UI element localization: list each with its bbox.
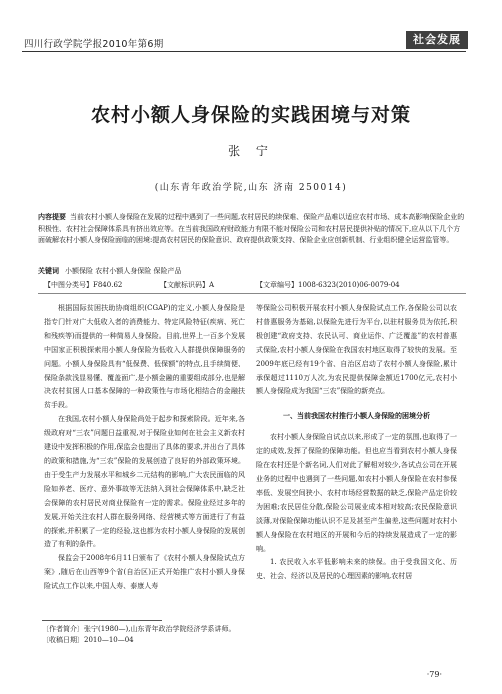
document-code: 【文献标识码】A	[160, 281, 215, 289]
body-paragraph: 保监会于2008年6月11日颁布了《农村小额人身保险试点方案》,随后在山西等9个省(自治区)正式开始推广农村小额人身保险试点工作以来,中国人寿、泰康人寿	[44, 554, 245, 591]
abstract-text: 当前农村小额人身保险在发展的过程中遇到了一些问题,农村居民的续保难、保险产品难以适应农村市场、成本高影响保险企业的积极性、农村社会保障体系具有挤出效应等。在当前我国政府财政能力有限不能对保险公司和农村居民提供补贴的情况下,应从以下几个方面破解农村小额人身保险面临的困境:提高农村居民的保险意识、政府提供政策支持、保险企业应创新机制、行业组织健全运营监管等。	[38, 213, 465, 244]
body-paragraph: 根据国际贫困扶助协商组织(CGAP)的定义,小额人身保险是指专门针对广大低收入者的消费能力、特定风险特征(疾病、死亡和残疾等)而提供的一种简易人身保险。目前,世界上一百多个发展中国家正积极探索用小额人身保险为低收入人群提供保障服务的问题。小额人身保险具有“低保费、低保额”的特点,且手续简便、保险条款浅显易懂、覆盖面广,是小额金融的重要组成部分,也是解决农村贫困人口基本保障的一种政策性与市场化相结合的金融扶贫手段。	[44, 304, 245, 410]
author-affiliation: (山东青年政治学院,山东 济南 250014)	[154, 183, 348, 193]
abstract	[38, 211, 466, 247]
abstract-label: 内容提要	[38, 212, 66, 221]
abstract-rule	[38, 293, 466, 294]
keywords-label: 关键词	[38, 266, 59, 275]
body-paragraph: 农村小额人身保险自试点以来,形成了一定的氛围,也取得了一定的成效,发挥了保险的保障功能。但也应当看到农村小额人身保险在农村还是个新名词,人们对此了解相对较少,各试点公司在开展业务的过程中也遇到了一些问题,如农村小额人身保险在农村参保率低、发展空间狭小、农村市场经营数据的缺乏,保险产品定价较为困难;农民居住分散,保险公司展业成本相对较高;农民保险意识淡薄,对保险保障功能认识不足及甚至产生偏差,这些问题对农村小额人身保险在农村地区的开展和今后的持续发展造成了一定的影响。	[256, 433, 457, 553]
journal-issue: 四川行政学院学报2010年第6期	[24, 39, 164, 50]
keywords	[38, 265, 466, 278]
left-column	[44, 302, 245, 594]
footnote-rule	[42, 620, 162, 621]
keywords-text: 小额保险 农村小额人身保险 保险产品	[65, 267, 182, 275]
section-badge: 社会发展	[406, 31, 468, 49]
received-date-note: 〔收稿日期〕2010—10—04	[42, 636, 134, 644]
body-paragraph: 1. 农民收入水平低影响未来的续保。由于受我国文化、历史、社会、经济以及居民的心理因素的影响,农村居	[256, 558, 457, 581]
header-rule	[22, 51, 466, 52]
running-header	[24, 33, 462, 50]
footnotes	[42, 624, 236, 646]
section-heading: 一、当前我国农村推行小额人身保险的困境分析	[283, 411, 430, 421]
body-paragraph: 在我国,农村小额人身保险尚处于起步和探索阶段。近年来,各级政府对“三农”问题日益重视,对于保险业如何在社会主义新农村建设中发挥积极的作用,保监会也提出了具体的要求,并出台了具体的政策和措施,为“三农”保险的发展创造了良好的外部政策环境。由于受生产力发展水平和城乡二元结构的影响,广大农民面临的风险如养老、医疗、意外事故等无法纳入到社会保障体系中,缺乏社会保障的农村居民对商业保险有一定的需求。保险业经过多年的发展,开始关注农村人群在服务网络、经营模式等方面进行了有益的探索,并积累了一定的经验,这也都为农村小额人身保险的发展创造了有利的条件。	[44, 415, 245, 549]
right-column	[256, 302, 457, 584]
article-title: 农村小额人身保险的实践困境与对策	[90, 104, 411, 126]
author-bio-note: 〔作者简介〕张宁(1980—),山东青年政治学院经济学系讲师。	[42, 625, 236, 633]
clc-number: 【中图分类号】F840.62	[44, 281, 123, 289]
author-name: 张 宁	[228, 144, 274, 158]
page-number: ·79·	[426, 670, 442, 679]
body-paragraph: 等保险公司积极开展农村小额人身保险试点工作,各保险公司以农村普惠服务为基础,以保险先进行为平台,以驻村服务员为依托,积极创建“政府支持、农民认可、商业运作、广泛覆盖”的农村普惠式保险,农村小额人身保险在我国农村地区取得了较快的发展。至2009年底已经有19个省、自治区启动了农村小额人身保险,累计承保超过1110万人次,为农民提供保障金额近1700亿元,农村小额人身保险成为我国“三农”保险的新亮点。	[256, 304, 457, 396]
article-number: 【文章编号】1008-6323(2010)06-0079-04	[256, 281, 400, 289]
